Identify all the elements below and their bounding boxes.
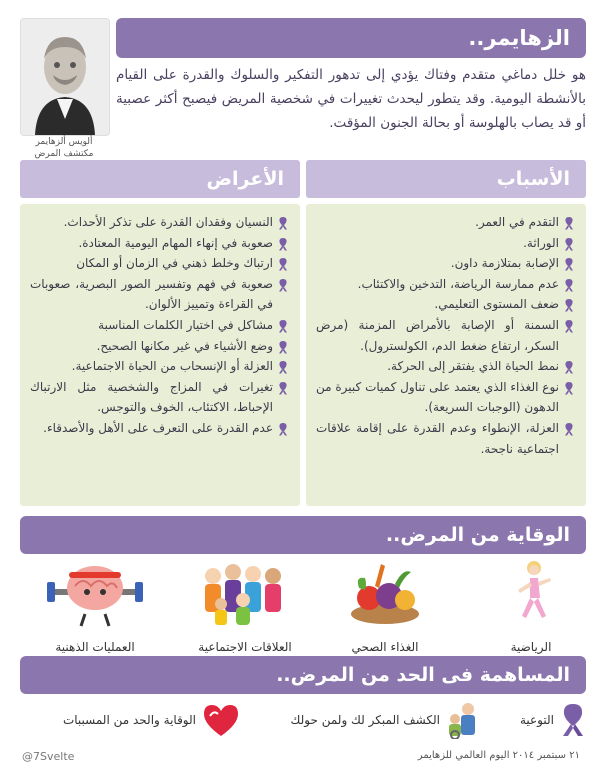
footer-handle: @7Svelte [22,750,75,763]
list-item-text: الإصابة بمتلازمة داون. [450,256,559,271]
vegetables-icon [345,558,425,628]
ribbon-bullet-icon [278,319,288,333]
portrait-role: مكتشف المرض [34,149,94,159]
list-item-text: تغيرات في المزاج والشخصية مثل الارتباك الإحباط، الاكتئاب، الخوف والتوجس. [30,379,273,415]
list-item [30,253,288,274]
list-item [316,315,574,356]
contribution-label: التوعية [519,713,554,727]
ribbon-bullet-icon [564,360,574,374]
ribbon-bullet-icon [278,381,288,395]
ribbon-bullet-icon [278,278,288,292]
contribution-header [20,656,586,694]
symptoms-header [20,160,300,198]
footer-date: ٢١ سبتمبر ٢٠١٤ اليوم العالمي للزهايمر [417,750,580,761]
prevention-item-social [170,554,320,654]
list-item [316,212,574,233]
prevention-title: الوقاية من المرض.. [385,524,570,546]
list-item-text: النسيان وفقدان القدرة على تذكر الأحداث. [63,215,273,229]
list-item-text: العزلة أو الإنسحاب من الحياة الاجتماعية. [71,359,273,374]
list-item-text: الوراثة. [523,235,559,250]
list-item-text: عدم ممارسة الرياضة، التدخين والاكتئاب. [357,276,559,291]
contribution-item-awareness [510,700,586,740]
brain-exercise-icon [45,558,145,628]
contribution-label: الوقاية والحد من المسببات [62,713,196,727]
ribbon-bullet-icon [278,237,288,251]
contribution-label: الكشف المبكر لك ولمن حولك [290,713,440,727]
contribution-title: المساهمة فى الحد من المرض.. [276,664,570,686]
ribbon-bullet-icon [564,381,574,395]
list-item-text: مشاكل في اختيار الكلمات المناسبة [98,317,273,332]
list-item-text: صعوبة في إنهاء المهام اليومية المعتادة. [78,235,273,250]
page-title: الزهايمر.. [468,26,570,50]
ribbon-bullet-icon [278,360,288,374]
list-item-text: نمط الحياة الذي يفتقر إلى الحركة. [387,359,559,374]
prevention-header [20,516,586,554]
list-item [30,233,288,254]
ribbon-bullet-icon [278,216,288,230]
running-woman-icon [496,558,566,628]
ribbon-bullet-icon [564,278,574,292]
ribbon-bullet-icon [564,298,574,312]
prevention-item-food [310,554,460,654]
prevention-label: الرياضية [510,640,552,654]
causes-title: الأسباب [496,168,570,190]
ribbon-bullet-icon [564,319,574,333]
list-item [316,418,574,459]
contribution-item-prevention [30,700,240,740]
list-item [316,233,574,254]
list-item [316,356,574,377]
list-item [316,294,574,315]
list-item [316,253,574,274]
prevention-label: الغذاء الصحي [351,640,419,654]
list-item [30,274,288,315]
doctor-patient-icon [446,701,480,739]
list-item-text: صعوبة في فهم وتفسير الصور البصرية، صعوبات في القراءة وتمييز الألوان. [30,276,273,312]
causes-list [316,212,574,459]
ribbon-bullet-icon [278,257,288,271]
ribbon-bullet-icon [564,237,574,251]
list-item [30,418,288,439]
portrait-name: ألويس ألزهايمر [35,137,93,147]
list-item [30,212,288,233]
list-item-text: عدم القدرة على التعرف على الأهل والأصدقاء. [43,420,273,435]
prevention-item-sport [456,554,600,654]
page-title-bar [116,18,586,58]
portrait-caption [10,136,118,160]
list-item [30,315,288,336]
list-item-text: نوع الغذاء الذي يعتمد على تناول كميات كبيرة من الدهون (الوجبات السريعة). [316,379,559,415]
symptoms-title: الأعراض [206,168,284,190]
contribution-item-early-detection [250,700,480,740]
prevention-label: العمليات الذهنية [55,640,135,654]
ribbon-bullet-icon [278,340,288,354]
ribbon-bullet-icon [564,216,574,230]
symptoms-panel [20,204,300,506]
list-item-text: التقدم في العمر. [475,215,559,229]
list-item-text: ارتباك وخلط ذهني في الزمان أو المكان [76,256,273,271]
causes-panel [306,204,586,506]
list-item-text: وضع الأشياء في غير مكانها الصحيح. [96,338,273,353]
ribbon-bullet-icon [564,257,574,271]
list-item [316,377,574,418]
list-item-text: ضعف المستوى التعليمي. [434,297,559,312]
symptoms-list [30,212,288,439]
list-item-text: العزلة، الإنطواء وعدم القدرة على إقامة علاقات اجتماعية ناجحة. [316,420,559,456]
list-item [316,274,574,295]
group-people-icon [195,558,295,628]
portrait-image [20,18,110,136]
purple-ribbon-icon [560,702,586,738]
heart-icon [202,702,240,738]
causes-header [306,160,586,198]
prevention-item-mind [20,554,170,654]
intro-text: هو خلل دماغي متقدم وفتاك يؤدي إلى تدهور التفكير والسلوك والقدرة على القيام بالأنشطة اليومية. وقد يتطور ليحدث تغييرات في شخصية المريض فيصبح أكثر عصبية أو قد يصاب بالهلوسة أو بحالة الجنون المؤقت. [116,67,586,131]
list-item [30,356,288,377]
list-item [30,377,288,418]
ribbon-bullet-icon [278,422,288,436]
list-item [30,336,288,357]
ribbon-bullet-icon [564,422,574,436]
prevention-label: العلاقات الاجتماعية [198,640,292,654]
list-item-text: السمنة أو الإصابة بالأمراض المزمنة (مرض السكر، ارتفاع ضغط الدم، الكولسترول). [316,317,559,353]
